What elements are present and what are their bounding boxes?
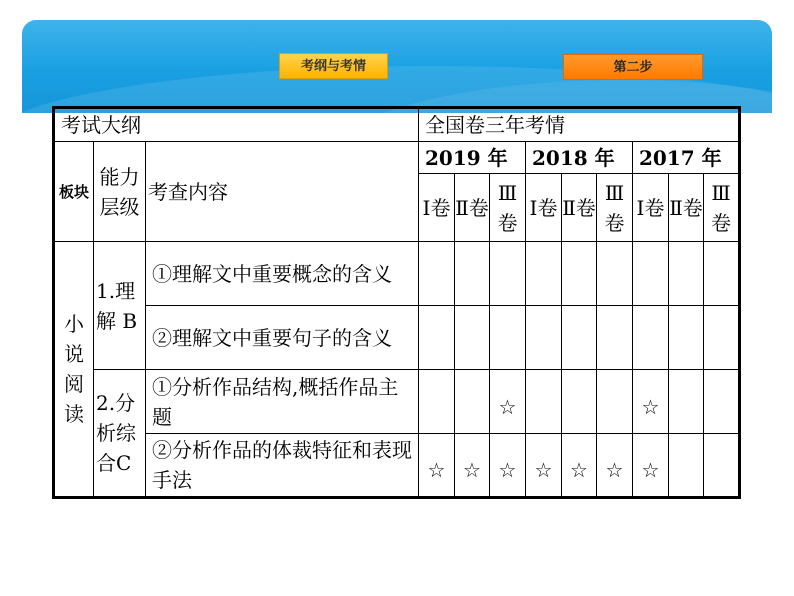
exam-table: [52, 106, 741, 499]
paper-header: Ⅰ卷: [419, 174, 455, 242]
mark-cell: [633, 242, 669, 306]
mark-cell: ☆: [490, 370, 526, 434]
col-content-header: 考查内容: [146, 142, 419, 242]
year-2018: 2018 年: [526, 142, 633, 174]
paper-header: Ⅰ卷: [526, 174, 562, 242]
mark-cell: ☆: [633, 370, 669, 434]
mark-cell: [419, 242, 455, 306]
mark-cell: [669, 370, 704, 434]
mark-cell: [704, 434, 740, 498]
paper-header: Ⅱ卷: [669, 174, 704, 242]
year-2019: 2019 年: [419, 142, 526, 174]
mark-cell: [455, 242, 490, 306]
mark-cell: [704, 242, 740, 306]
mark-cell: [562, 242, 597, 306]
mark-cell: ☆: [562, 434, 597, 498]
exam-header: 全国卷三年考情: [419, 108, 740, 142]
mark-cell: [704, 370, 740, 434]
paper-header: Ⅱ卷: [455, 174, 490, 242]
mark-cell: [562, 306, 597, 370]
mark-cell: [455, 370, 490, 434]
mark-cell: ☆: [633, 434, 669, 498]
year-2017: 2017 年: [633, 142, 740, 174]
mark-cell: [490, 242, 526, 306]
block-cell: 小说阅读: [54, 242, 94, 498]
mark-cell: [562, 370, 597, 434]
paper-header: Ⅲ卷: [704, 174, 740, 242]
mark-cell: [704, 306, 740, 370]
content-cell: ②分析作品的体裁特征和表现手法: [146, 434, 419, 498]
mark-cell: [419, 370, 455, 434]
mark-cell: ☆: [490, 434, 526, 498]
mark-cell: ☆: [526, 434, 562, 498]
paper-header: Ⅰ卷: [633, 174, 669, 242]
mark-cell: [490, 306, 526, 370]
content-cell: ①分析作品结构,概括作品主题: [146, 370, 419, 434]
mark-cell: [526, 306, 562, 370]
col-block-header: 板块: [54, 142, 94, 242]
mark-cell: ☆: [597, 434, 633, 498]
mark-cell: [669, 242, 704, 306]
mark-cell: [669, 306, 704, 370]
mark-cell: [526, 242, 562, 306]
mark-cell: ☆: [455, 434, 490, 498]
kaogang-button[interactable]: 考纲与考情: [279, 53, 388, 79]
mark-cell: [455, 306, 490, 370]
mark-cell: [669, 434, 704, 498]
mark-cell: [597, 370, 633, 434]
mark-cell: [633, 306, 669, 370]
mark-cell: [597, 242, 633, 306]
mark-cell: [419, 306, 455, 370]
outline-header: 考试大纲: [54, 108, 419, 142]
col-level-header: 能力层级: [94, 142, 146, 242]
paper-header: Ⅱ卷: [562, 174, 597, 242]
mark-cell: [526, 370, 562, 434]
mark-cell: [597, 306, 633, 370]
content-cell: ①理解文中重要概念的含义: [146, 242, 419, 306]
content-cell: ②理解文中重要句子的含义: [146, 306, 419, 370]
paper-header: Ⅲ卷: [490, 174, 526, 242]
level-cell: 2.分析综合C: [94, 370, 146, 498]
paper-header: Ⅲ卷: [597, 174, 633, 242]
mark-cell: ☆: [419, 434, 455, 498]
level-cell: 1.理解 B: [94, 242, 146, 370]
step-two-button[interactable]: 第二步: [563, 54, 703, 80]
